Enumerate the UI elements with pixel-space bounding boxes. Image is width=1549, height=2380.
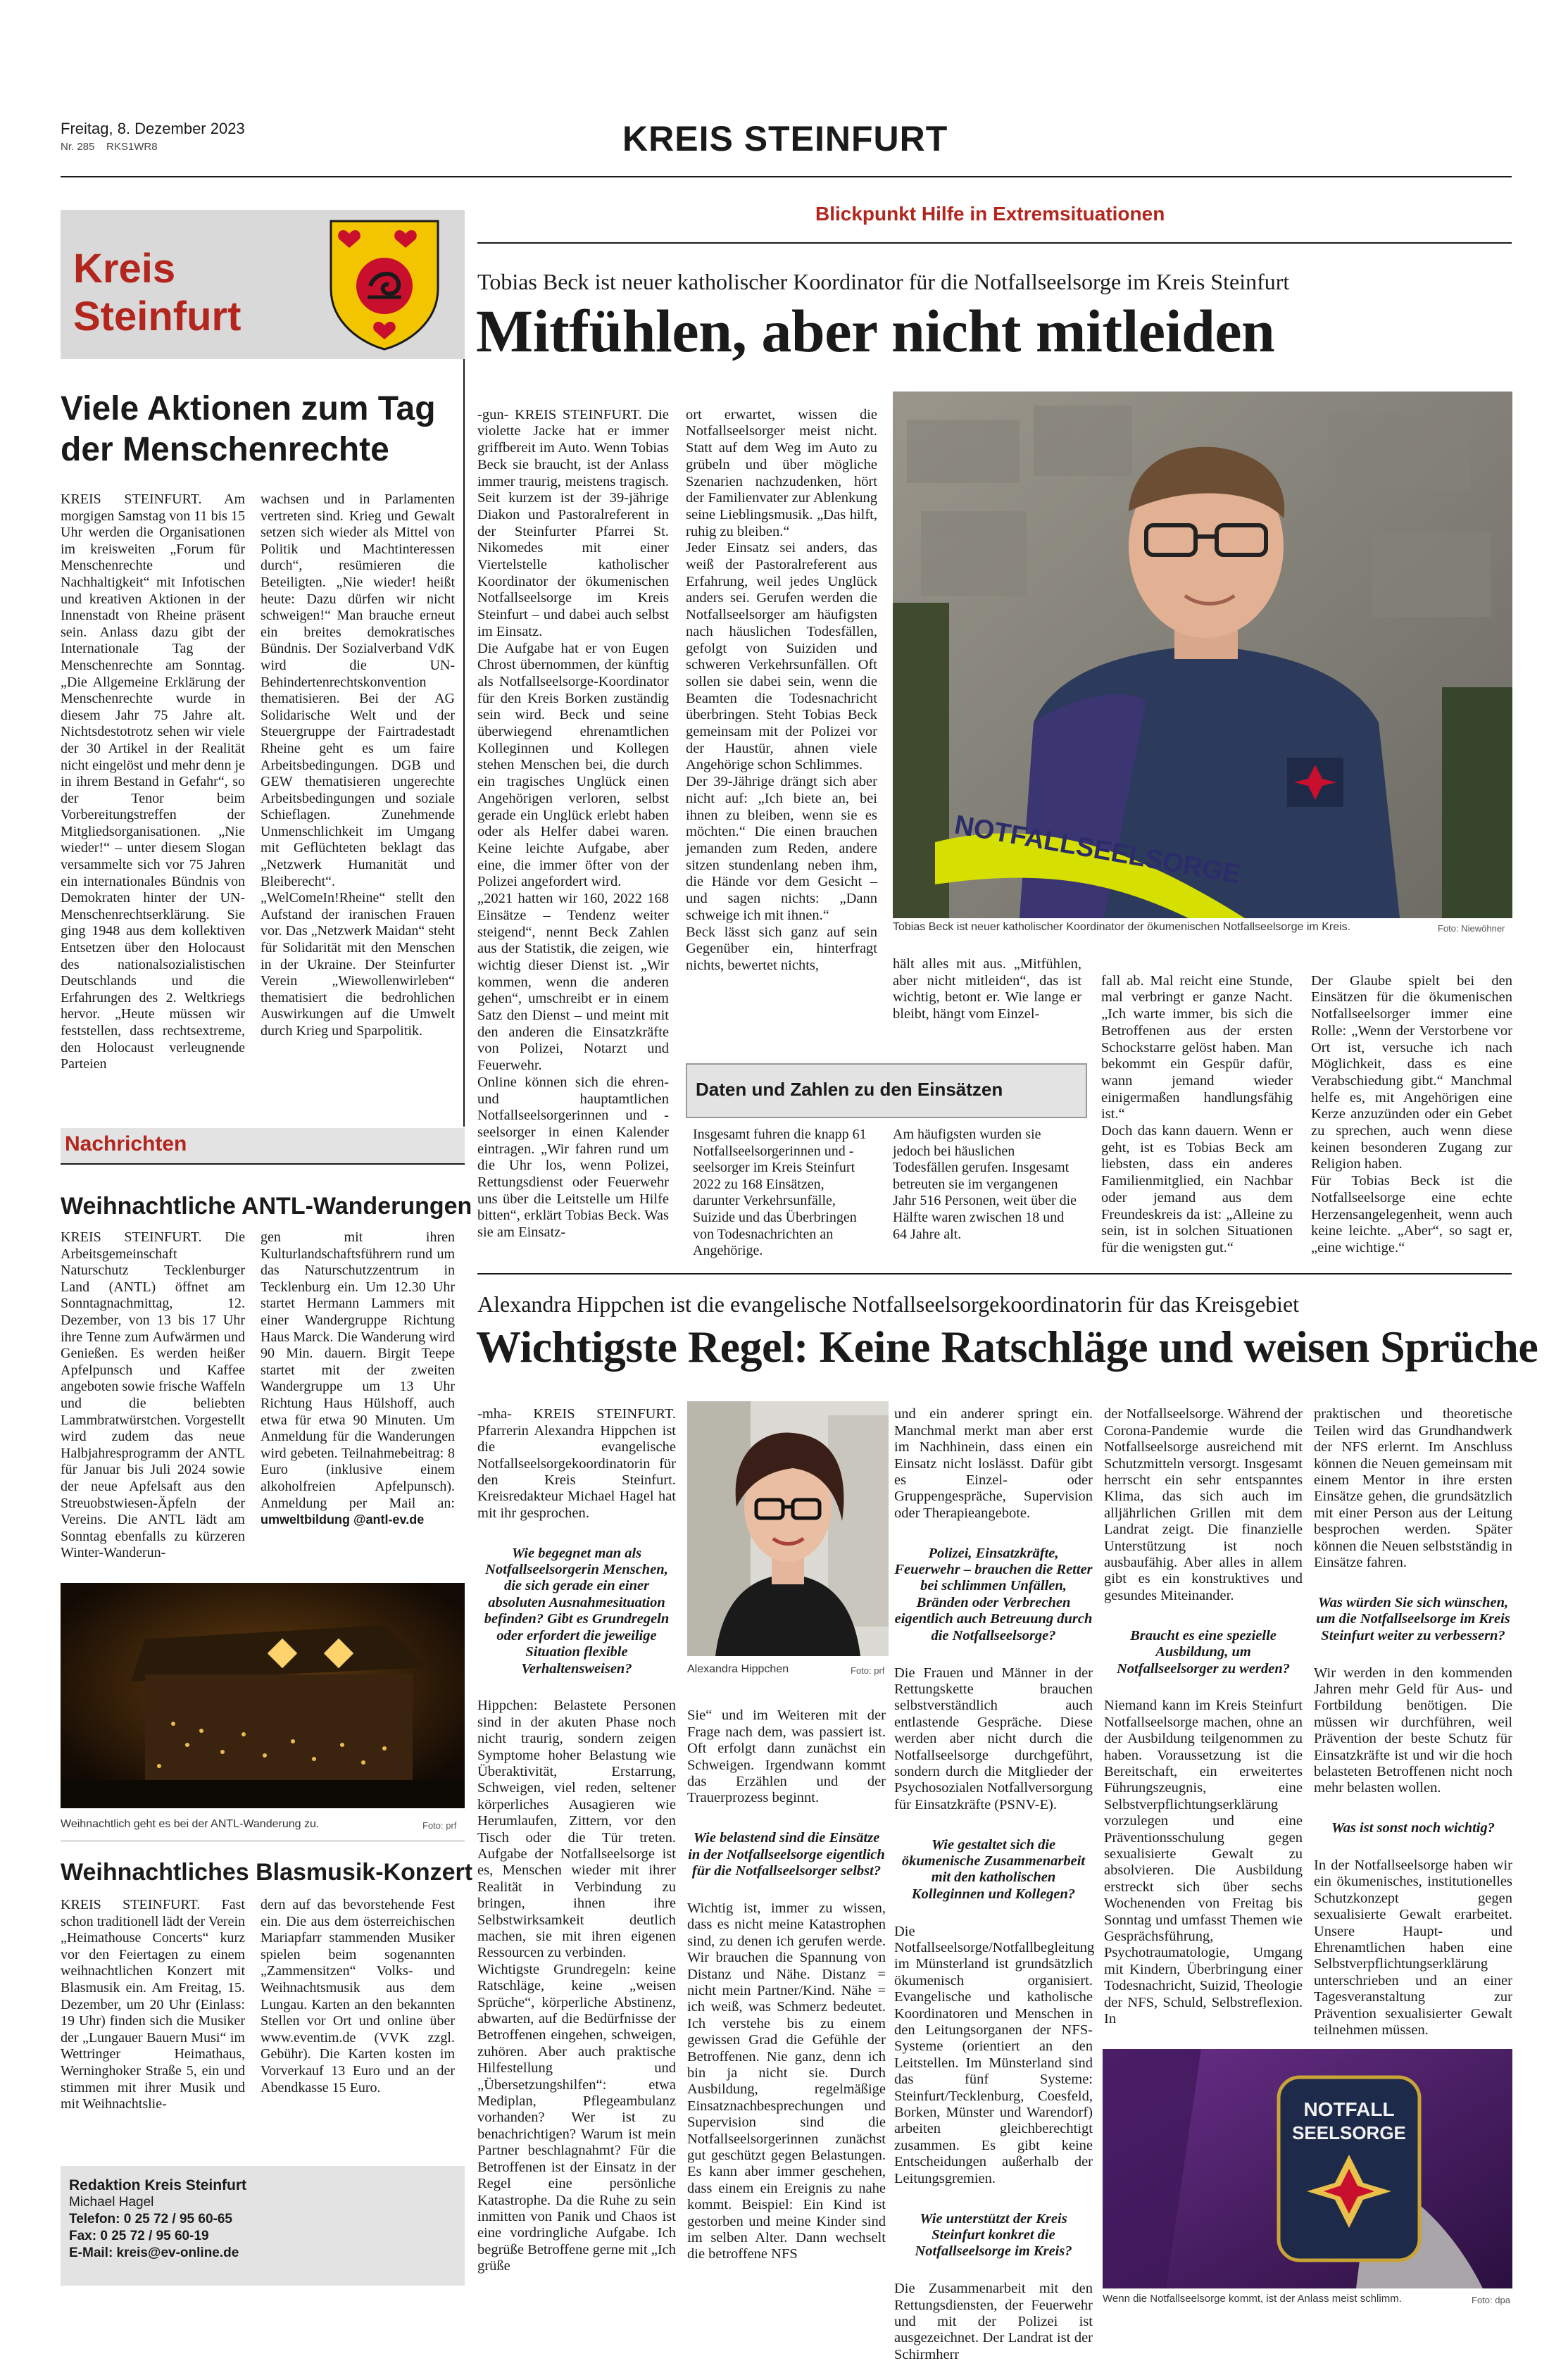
concert-text2: dern auf das bevorstehende Fest ein. Die aus dem österreichischen Mariapfarr stammenden Musiker spielen beim sogenannten „Zammensitzen“ Volks- und Weihnachtsmusik aus dem Lungau. Karten an den bekannten Stellen vor Ort und online über www.eventim.de (VVK zzgl. Gebühr). Die Karten kosten im Vorverkauf 13 Euro und an der Abendkasse 15 Euro. — [261, 1897, 455, 2096]
factbox-text1: Insgesamt fuhren die knapp 61 Notfallseelsorgerinnen und -seelsorger im Kreis Steinfurt 2022 zu 168 Einsätzen, darunter Verkehrsunfälle, Suizide und das Überbringen von Todesnachrichten an Angehörige. — [693, 1127, 867, 1259]
main1-photo-caption: Tobias Beck ist neuer katholischer Koordinator der ökumenischen Notfallseelsorge im Kreis. — [893, 921, 1351, 933]
main2-question7: Was würden Sie sich wünschen, um die Notfallseelsorge im Kreis Steinfurt weiter zu verbessern? — [1316, 1594, 1510, 1643]
factbox-col1 — [693, 1127, 874, 1260]
redaktion-email[interactable]: E-Mail: kreis@ev-online.de — [69, 2246, 239, 2260]
main2-answer7: Wir werden in den kommenden Jahren mehr Geld für Aus- und Fortbildung benötigen. Die müssen wir durchführen, weil Prävention der beste Schutz für Einsatzkräfte ist und wir die hoch belasteten Betroffenen nicht noch mehr belasten wollen. — [1314, 1665, 1512, 1796]
main1-col4 — [1101, 956, 1293, 1273]
main2-answer2: Wichtig ist, immer zu wissen, dass es nicht meine Katastrophen sind, zu denen ich gerufen werde. Wir brauchen die Spannung von Distanz und Nähe. Distanz = nicht mein Partner/Kind. Nähe = ich weiß, was Schmerz bedeutet. Ich verstehe bis zu einem gewissen Grad die Gefühle der Betroffenen. Nie ganz, denn ich bin ja nicht sie. Durch Ausbildung, regelmäßige Einsatznachbesprechungen und Supervision sind die Notfallseelsorgerinnen zunächst gut geschützt gegen Belastungen. Es kann aber immer geschehen, dass einem ein Ereignis zu nahe kommt. Beispiel: Ein Kind ist gestorben und meine Kinder sind im selben Alter. Dann wechselt die betroffene NFS — [687, 1900, 886, 2262]
main2-headline: Wichtigste Regel: Keine Ratschläge und weisen Sprüche — [476, 1322, 1538, 1372]
main2-col5-top: praktischen und theoretische Teilen wird das Grundhandwerk der NFS erlernt. Im Anschluss können die Neuen gemeinsam mit einem Mentor in ihre ersten Einsätze gehen, die grundsätzlich mit einer Person aus der Leitung besprochen werden. Später können die Neuen selbstständig in Einsätze fahren. — [1314, 1406, 1512, 1571]
main2-photo-credit: Foto: prf — [851, 1665, 885, 1676]
main1-col5 — [1311, 956, 1512, 1273]
badge-line1: NOTFALL — [1303, 2098, 1395, 2120]
antl-photo — [61, 1583, 465, 1808]
antl-photo-credit: Foto: prf — [422, 1820, 457, 1831]
coat-of-arms-logo — [328, 218, 441, 352]
badge-line2: SEELSORGE — [1292, 2122, 1406, 2143]
main2-answer1: Hippchen: Belastete Personen sind in der akuten Phase noch nicht traurig, sondern zeigen Symptome hoher Belastung wie Überaktivität, Erstarrung, Schweigen, viel reden, seltener körperliches Ausagieren wie Herumlaufen, Zittern, vor den Tisch oder die Tür treten. Aufgabe der Notfallseelsorge ist es, Menschen wieder mit ihrer Realität in Verbindung zu bringen, ihnen ihre Selbstwirksamkeit deutlich machen, sie mit ihren eigenen Ressourcen zu verbinden. Wichtigste Grundregeln: keine Ratschläge, keine „weisen Sprüche“, körperliche Abstinenz, abwarten, auf die Bedürfnisse der Betroffenen eingehen, schweigen, zuhören. Aber auch praktische Hilfestellung und „Übersetzungshilfen“: etwa Mediplan, Pflegeambulanz vorhanden? Wer ist zu benachrichtigen? Warum ist mein Partner beschlagnahmt? Für die Betroffenen ist der Einsatz in der Regel eine persönliche Katastrophe. Da die Ruhe zu sein inmitten von Panik und Chaos ist eine vordringliche Aufgabe. Ich begrüße Betroffene gerne mit „Ich grüße — [477, 1698, 676, 2274]
main2-col3 — [894, 1390, 1093, 2380]
redaktion-telefon: Telefon: 0 25 72 / 95 60-65 — [69, 2212, 232, 2226]
main2-question4: Wie gestaltet sich die ökumenische Zusammenarbeit mit den katholischen Kolleginnen und Kollegen? — [901, 1836, 1086, 1902]
issue-date: Freitag, 8. Dezember 2023 — [61, 120, 245, 137]
concert-headline: Weihnachtliches Blasmusik-Konzert — [61, 1859, 473, 1886]
region-title-line1: Kreis — [73, 246, 176, 292]
main1-text5: Der Glaube spielt bei den Einsätzen für die ökumenischen Notfallseelsorger immer eine Rolle: „Wenn der Verstorbene vor Ort ist, versuche ich nach Möglichkeit, dass es eine Verabschiedung gibt.“ Manchmal helfe es, mit Angehörigen eine Kerze anzuzünden oder ein Gebet zu sprechen, auch wenn diese keinen besonderen Zugang zur Religion haben. Für Tobias Beck ist die Notfallseelsorge eine echte Herzensangelegenheit, wenn auch keine leichte. „Aber“, so sagt er, „eine wichtige.“ — [1311, 972, 1512, 1255]
nachrichten-label: Nachrichten — [65, 1132, 187, 1155]
main1-subhead: Tobias Beck ist neuer katholischer Koordinator für die Notfallseelsorge im Kreis Steinfurt — [477, 269, 1290, 294]
concert-text1: KREIS STEINFURT. Fast schon traditionell lädt der Verein „Heimathouse Concerts“ kurz vor den Feiertagen zu einem weihnachtlichen Konzert mit Blasmusik ein. Am Freitag, 15. Dezember, um 20 Uhr (Einlass: 19 Uhr) finden sich die Musiker der „Lungauer Bauern Musi“ im Wettringer Heimathaus, Werninghoker Straße 5, ein und stimmen mit ihrer Musik und mit Weihnachtslie- — [61, 1897, 245, 2112]
sidebar-headline: Viele Aktionen zum Tag der Menschenrechte — [61, 390, 436, 468]
main2-question5: Wie unterstützt der Kreis Steinfurt konkret die Notfallseelsorge im Kreis? — [915, 2210, 1072, 2260]
main1-photo-credit: Foto: Niewöhner — [1438, 923, 1505, 934]
main2-col5 — [1314, 1390, 1512, 2055]
factbox-col2 — [893, 1127, 1081, 1243]
main2-photo — [687, 1401, 889, 1656]
main2-question8: Was ist sonst noch wichtig? — [1331, 1820, 1495, 1836]
sidebar-article-col1 — [61, 491, 245, 1073]
vest-text: NOTFALLSEELSORGE — [952, 810, 1243, 890]
main2-col4 — [1104, 1390, 1303, 2044]
main2-question2: Wie belastend sind die Einsätze in der Notfallseelsorge eigentlich für die Notfallseelsorger selbst? — [688, 1830, 885, 1879]
redaktion-info — [69, 2177, 246, 2262]
redaktion-name: Michael Hagel — [69, 2195, 154, 2210]
issue-number: Nr. 285 RKS1WR8 — [61, 141, 158, 153]
main1-text4: fall ab. Mal reicht eine Stunde, mal verbringt er ganze Nacht. „Ich warte immer, bis sich die Betroffenen aus der ersten Schockstarre gelöst haben. Man bekommt ein Gespür dafür, wann jemand wieder einigermaßen handlungsfähig ist.“ Doch das kann dauern. Wenn er geht, ist es Tobias Beck am liebsten, dass ein anderes Familienmitglied, ein Nachbar oder jemand aus dem Freundeskreis da ist: „Alleine zu sein, ist in solchen Situationen für die wenigsten gut.“ — [1101, 972, 1293, 1255]
sidebar-article-col2 — [261, 491, 455, 1040]
main2-question3: Polizei, Einsatzkräfte, Feuerwehr – brauchen die Retter bei schlimmen Unfällen, Bränden oder Verbrechen eigentlich auch Betreuung durch die Notfallseelsorge? — [894, 1545, 1093, 1643]
main2-subhead: Alexandra Hippchen ist die evangelische Notfallseelsorgekoordinatorin für das Kreisgebiet — [477, 1291, 1300, 1317]
main1-text2: ort erwartet, wissen die Notfallseelsorger meist nicht. Statt auf dem Weg im Auto zu grübeln und über mögliche Szenarien nachzudenken, hört der Familienvater zur Ablenkung seine Lieblingsmusik. „Das hilft, ruhig zu bleiben.“ Jeder Einsatz sei anders, das weiß der Pastoralreferent aus Erfahrung, weil jedes Unglück anders sei. Gerufen werden die Notfallseelsorger am häufigsten nach häuslichen Todesfällen, gefolgt von Suiziden und schweren Verkehrsunfällen. Oft sollen sie dabei sein, wenn die Beamten die Todesnachricht überbringen. Steht Tobias Beck gemeinsam mit der Polizei vor der Haustür, ahnen viele Angehörige schon Schlimmes. Der 39-Jährige drängt sich aber nicht auf: „Ich biete an, bei ihnen zu bleiben, wenn sie es möchten.“ Die einen brauchen jemanden zum Reden, andere sitzen stundenlang neben ihm, die Hände vor dem Gesicht – und sagen nichts: „Dann schweige ich mit ihnen.“ Beck lässt sich ganz auf sein Gegenüber ein, hinterfragt nichts, bewertet nichts, — [686, 406, 877, 973]
main1-kicker: Blickpunkt Hilfe in Extremsituationen — [815, 203, 1165, 225]
antl-email[interactable]: umweltbildung @antl-ev.de — [261, 1512, 425, 1527]
region-title-line2: Steinfurt — [73, 294, 242, 339]
main1-text3: hält alles mit aus. „Mitfühlen, aber nicht mitleiden“, das ist wichtig, betont er. Wie lange er bleibt, hängt vom Einzel- — [893, 956, 1081, 1022]
main2-intro: -mha- KREIS STEINFURT. Pfarrerin Alexandra Hippchen ist die evangelische Notfallseelsorgekoordinatorin für den Kreis Steinfurt. Kreisredakteur Michael Hagel hat mit ihr gesprochen. — [477, 1406, 676, 1521]
main2-col4-top: der Notfallseelsorge. Während der Corona-Pandemie wurde die Notfallseelsorge ausreichend mit Schutzmitteln versorgt. Insgesamt herrscht ein sehr entspanntes Klima, das sich auch im alljährlichen Grillen mit dem Landrat zeigt. Die finanzielle Unterstützung ist noch ausbaufähig. Aber alles in allem gibt es ein konstruktives und gesundes Miteinander. — [1104, 1406, 1303, 1603]
antl-text2-body: gen mit ihren Kulturlandschaftsführern rund um das Naturschutzzentrum in Tecklenburg ein. Um 12.30 Uhr startet Hermann Lammers mit einer Wandergruppe Richtung Haus Marck. Die Wanderung wird 90 Min. dauern. Birgit Teepe startet mit der zweiten Wandergruppe um 13 Uhr Richtung Haus Hülshoff, auch etwa für etwa 90 Minuten. Um Anmeldung für die Wanderungen wird gebeten. Teilnahmebeitrag: 8 Euro (inklusive einem alkoholfreien Apfelpunsch). Anmeldung per Mail an: — [261, 1229, 455, 1511]
main1-text1: -gun- KREIS STEINFURT. Die violette Jacke hat er immer griffbereit im Auto. Wenn Tobias Beck sie braucht, ist der Anlass immer traurig, meistens tragisch. Seit kurzem ist der 39-jährige Diakon und Pastoralreferent in der Steinfurter Pfarrei St. Nikomedes mit einer Viertelstelle katholischer Koordinator der ökumenischen Notfallseelsorge im Kreis Steinfurt – und dabei auch selbst im Einsatz. Die Aufgabe hat er von Eugen Chrost übernommen, der künftig als Notfallseelsorge-Koordinator für den Kreis Borken zuständig sein wird. Beck und seine überwiegend ehrenamtlichen Kolleginnen und Kollegen stehen Menschen bei, die durch ein tragisches Unglück einen Angehörigen verloren, selbst gerade ein Unglück erlebt haben oder als Helfer dabei waren. Keine leichte Aufgabe, aber eine, die immer öfter von der Polizei angefordert wird. „2021 hatten wir 160, 2022 168 Einsätze – Tendenz weiter steigend“, nennt Beck Zahlen aus der Statistik, die zeigen, wie wichtig dieser Dienst ist. „Wir kommen, wenn die anderen gehen“, umschreibt er in einem Satz den Dienst – und meint mit den anderen die Einsatzkräfte von Polizei, Notarzt und Feuerwehr. Online können sich die ehren- und hauptamtlichen Notfallseelsorgerinnen und -seelsorger in einen Kalender eintragen. „Wir fahren rund um die Uhr los, wenn Polizei, Rettungsdienst oder Feuerwehr uns über die Leitstelle um Hilfe bitten“, erklärt Tobias Beck. Was sie am Einsatz- — [477, 406, 669, 1241]
main2-answer3: Die Frauen und Männer in der Rettungskette brauchen selbstverständlich auch entlastende Gespräche. Diese werden aber nicht durch die Notfallseelsorge durchgeführt, sondern durch die Mitglieder der Psychosozialen Notfallversorgung für Einsatzkräfte (PSNV-E). — [894, 1665, 1093, 1812]
main2-badge-credit: Foto: dpa — [1472, 2295, 1510, 2305]
redaktion-title: Redaktion Kreis Steinfurt — [69, 2177, 247, 2193]
sidebar-article-text2: wachsen und in Parlamenten vertreten sind. Krieg und Gewalt setzen sich wieder als Mittel von Politik und Machtinteressen durch“, resümieren die Beteiligten. „Nie wieder! heißt heute: Dazu dürfen wir nicht schweigen!“ Man brauche erneut ein breites demokratisches Bündnis. Der Sozialverband VdK wird die UN-Behindertenrechtskonvention thematisieren. Bei der AG Solidarische Welt und der Steuergruppe der Fairtradestadt Rheine geht es um faire Arbeitsbedingungen. DGB und GEW thematisieren ungerechte Arbeitsbedingungen und soziale Schieflagen. Zunehmende Unmenschlichkeit im Umgang mit Geflüchteten beklagt das „Netzwerk Humanität und Bleiberecht“. „WelComeIn!Rheine“ stellt den Aufstand der iranischen Frauen vor. Das „Netzwerk Maidan“ steht für Solidarität mit den Menschen in der Ukraine. Der Steinfurter Verein „Wiewollenwirleben“ thematisiert die bedrohlichen Auswirkungen auf die Umwelt durch Krieg und Sparpolitik. — [261, 491, 456, 1039]
left-col-border — [463, 359, 465, 1127]
main2-answer5: Die Zusammenarbeit mit den Rettungsdiensten, der Feuerwehr und mit der Polizei ist ausgezeichnet. Der Landrat ist der Schirmherr — [894, 2281, 1093, 2362]
main1-kicker-rule — [477, 242, 1512, 244]
article-divider — [477, 1273, 1512, 1274]
main2-col2-top: Sie“ und im Weiteren mit der Frage nach dem, was passiert ist. Oft erfolgt dann zunächst ein Schweigen. Irgendwann kommt das Erzählen und der Trauerprozess beginnt. — [687, 1708, 886, 1806]
nachrichten-rule — [61, 1163, 465, 1165]
main2-col3-top: und ein anderer springt ein. Manchmal merkt man aber erst im Nachhinein, dass einen ein Einsatz nicht loslässt. Dafür gibt es Einzel- oder Gruppengespräche, Supervision oder Therapieangebote. — [894, 1406, 1093, 1521]
header-rule — [61, 176, 1512, 177]
main1-headline: Mitfühlen, aber nicht mitleiden — [476, 297, 1275, 365]
main2-col2 — [687, 1691, 886, 2279]
antl-headline: Weihnachtliche ANTL-Wanderungen — [61, 1193, 472, 1220]
factbox-title: Daten und Zahlen zu den Einsätzen — [696, 1079, 1003, 1100]
main1-col2 — [686, 390, 877, 991]
main2-photo-caption: Alexandra Hippchen — [687, 1663, 789, 1675]
main2-answer6: Niemand kann im Kreis Steinfurt Notfallseelsorge machen, ohne an der Ausbildung teilgenommen zu haben. Voraussetzung ist die Bereitschaft, ein erweitertes Führungszeugnis, eine Selbstverpflichtungserklärung vorzulegen und eine Präventionsschulung gegen sexualisierte Gewalt zu absolvieren. Die Ausbildung erstreckt sich über sechs Wochenenden von Freitag bis Sonntag und umfasst Themen wie Gesprächsführung, Psychotraumatologie, Umgang mit Kindern, Überbringung einer Todesnachricht, Suizid, Theologie der NFS, Schuld, Selbstreflexion. In — [1104, 1698, 1303, 2027]
antl-col2 — [261, 1229, 455, 1529]
main1-col1 — [477, 390, 669, 1258]
factbox-text2: Am häufigsten wurden sie jedoch bei häuslichen Todesfällen gerufen. Insgesamt betreuten sie im vergangenen Jahr 516 Personen, weit über die Hälfte waren zwischen 18 und 64 Jahre alt. — [893, 1127, 1077, 1242]
main2-question1: Wie begegnet man als Notfallseelsorgerin Menschen, die sich gerade ein einer absoluten Ausnahmesituation befinden? Gibt es Grundregeln oder erfordert die jeweilige Situation flexible Verhaltensweisen? — [484, 1545, 670, 1677]
main1-col3 — [893, 956, 1081, 1023]
redaktion-fax: Fax: 0 25 72 / 95 60-19 — [69, 2229, 209, 2243]
section-title: KREIS STEINFURT — [622, 119, 948, 158]
antl-col1 — [61, 1229, 245, 1562]
antl-text1: KREIS STEINFURT. Die Arbeitsgemeinschaft Naturschutz Tecklenburger Land (ANTL) öffnet am Sonntagnachmittag, 12. Dezember, von 13 bis 17 Uhr ihre Tenne zum Aufwärmen und Genießen. Es werden heißer Apfelpunsch und Kaffee angeboten sowie frische Waffeln und die beliebten Lammbratwürstchen. Vorgestellt wird zudem das neue Halbjahresprogramm der ANTL für Januar bis Juli 2024 sowie der neue Apfelsaft aus den Streuobstwiesen-Äpfeln der Vereins. Die ANTL lädt am Sonntag ebenfalls zu kürzeren Winter-Wanderun- — [61, 1229, 245, 1561]
main2-badge-photo — [1103, 2049, 1512, 2288]
antl-photo-caption: Weihnachtlich geht es bei der ANTL-Wanderung zu. — [61, 1818, 320, 1830]
main2-question6: Braucht es eine spezielle Ausbildung, um Notfallseelsorger zu werden? — [1117, 1627, 1290, 1677]
main2-badge-caption: Wenn die Notfallseelsorge kommt, ist der Anlass meist schlimm. — [1103, 2293, 1402, 2305]
main2-answer8: In der Notfallseelsorge haben wir ein ökumenisches, institutionelles Schutzkonzept gegen sexualisierte Gewalt erarbeitet. Unsere Haupt- und Ehrenamtlichen haben eine Selbstverpflichtungserklärung unterschrieben und an einer Tagesveranstaltung zur Prävention sexualisierter Gewalt teilnehmen müssen. — [1314, 1857, 1512, 2038]
main2-col1 — [477, 1390, 676, 2291]
sidebar-article-text1: KREIS STEINFURT. Am morgigen Samstag von 11 bis 15 Uhr werden die Organisationen im kreisweiten „Forum für Menschenrechte und Nachhaltigkeit“ mit Infotischen und kreativen Aktionen in der Innenstadt von Rheine präsent sein. Anlass dazu gibt der Internationale Tag der Menschenrechte am Sonntag. „Die Allgemeine Erklärung der Menschenrechte wurde in diesem Jahr 75 Jahre alt. Nichtsdestotrotz sehen wir viele der 30 Artikel in der Realität nicht eingelöst und mehr denn je in ihrem Bestand in Gefahr“, so der Tenor beim Vorbereitungstreffen der Mitgliedsorganisationen. „Nie wieder!“ – unter diesem Slogan versammelte sich vor 75 Jahren ein internationales Bündnis von Demokraten hinter der UN-Menschenrechtserklärung. Sie ging 1948 aus dem kollektiven Entsetzen über den Holocaust des nationalsozialistischen Deutschlands und die Erfahrungen des 2. Weltkriegs hervor. „Heute müssen wir feststellen, dass rechtsextreme, den Holocaust verleugnende Parteien — [61, 491, 245, 1072]
main2-answer4: Die Notfallseelsorge/Notfallbegleitung im Münsterland ist grundsätzlich ökumenisch organisiert. Evangelische und katholische Koordinatoren und Menschen in den Leitungsorganen der NFS-Systeme (orientiert an den Leitstellen. Im Münsterland sind das fünf Systeme: Steinfurt/Tecklenburg, Coesfeld, Borken, Münster und Warendorf) arbeiten gleichberechtigt zusammen. Es gibt keine Entscheidungen außerhalb der Leitungsgremien. — [894, 1923, 1095, 2186]
region-title — [73, 245, 241, 341]
main1-photo — [893, 392, 1512, 918]
concert-col1 — [61, 1897, 245, 2113]
concert-col2 — [261, 1897, 455, 2096]
antl-text2 — [261, 1229, 455, 1529]
